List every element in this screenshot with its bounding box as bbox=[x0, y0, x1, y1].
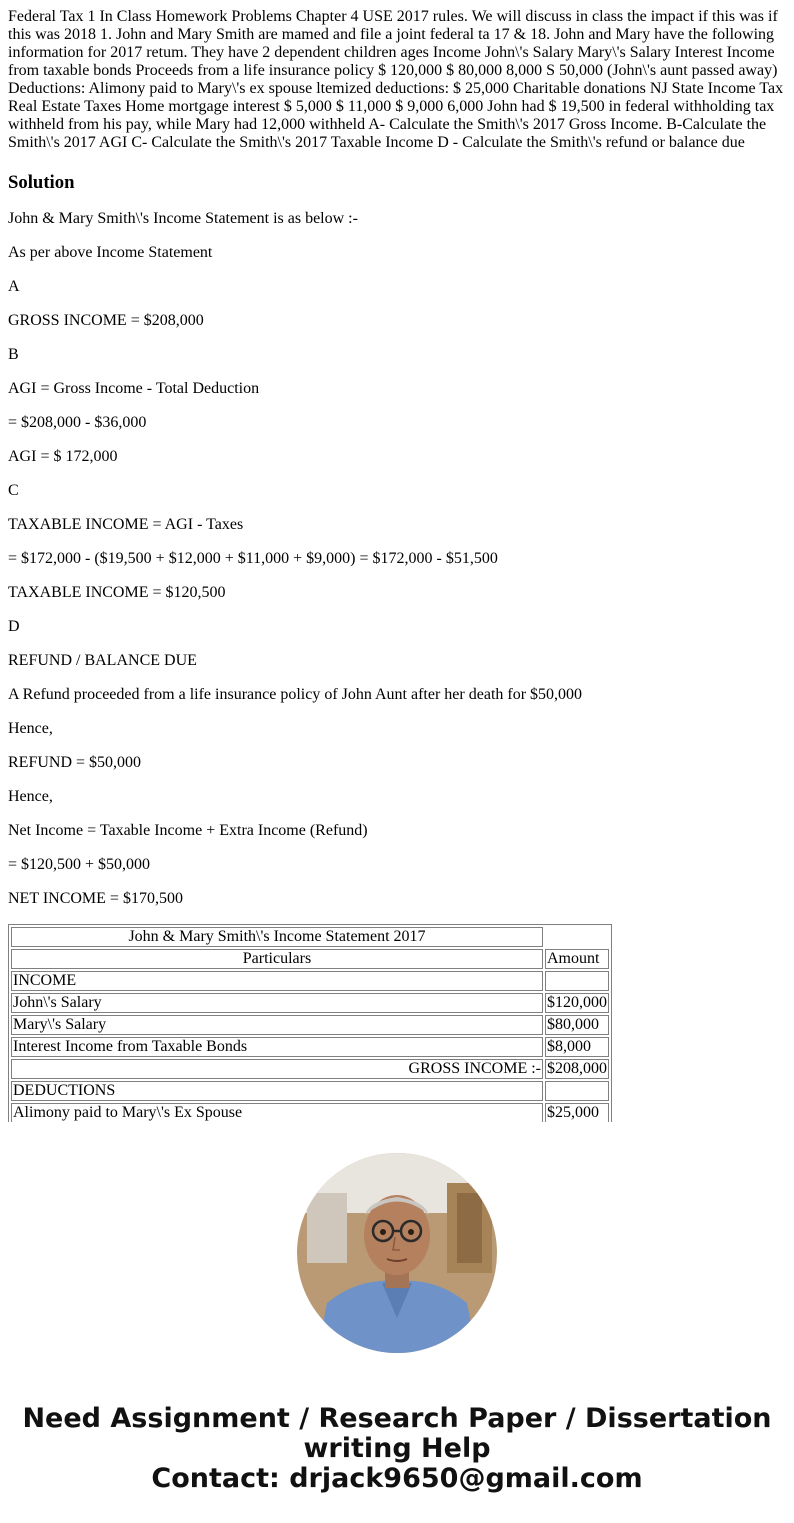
solution-line: D bbox=[8, 618, 20, 635]
row-label: Interest Income from Taxable Bonds bbox=[11, 1037, 543, 1057]
table-row bbox=[11, 971, 609, 991]
gross-income-amount: $208,000 bbox=[547, 1060, 607, 1077]
solution-line: GROSS INCOME = $208,000 bbox=[8, 312, 204, 329]
avatar bbox=[297, 1153, 497, 1353]
solution-line: TAXABLE INCOME = $120,500 bbox=[8, 584, 226, 601]
row-label: Mary\'s Salary bbox=[11, 1015, 543, 1035]
row-amount: $25,000 bbox=[545, 1103, 609, 1122]
header-amount: Amount bbox=[545, 949, 609, 969]
ad-footer bbox=[0, 1122, 794, 1523]
ad-line: Need Assignment / Research Paper / Dissertation bbox=[22, 1403, 772, 1434]
solution-line: = $208,000 - $36,000 bbox=[8, 414, 147, 431]
solution-line: REFUND / BALANCE DUE bbox=[8, 652, 197, 669]
ad-text bbox=[0, 1404, 794, 1494]
ad-line: writing Help bbox=[303, 1433, 491, 1464]
solution-heading: Solution bbox=[8, 172, 75, 193]
solution-line: C bbox=[8, 482, 19, 499]
solution-line: = $172,000 - ($19,500 + $12,000 + $11,000 + $9,000) = $172,000 - $51,500 bbox=[8, 550, 498, 567]
table-title: John & Mary Smith\'s Income Statement 2017 bbox=[11, 927, 543, 947]
table-row bbox=[11, 1015, 609, 1035]
solution-line: REFUND = $50,000 bbox=[8, 754, 142, 771]
solution-line: As per above Income Statement bbox=[8, 244, 213, 261]
row-amount: $80,000 bbox=[545, 1015, 609, 1035]
person-portrait-icon bbox=[297, 1153, 497, 1353]
ad-contact: Contact: drjack9650@gmail.com bbox=[151, 1463, 643, 1494]
solution-line: B bbox=[8, 346, 19, 363]
table-row bbox=[11, 993, 609, 1013]
solution-line: = $120,500 + $50,000 bbox=[8, 856, 151, 873]
table-row bbox=[11, 927, 609, 947]
solution-line: TAXABLE INCOME = AGI - Taxes bbox=[8, 516, 244, 533]
table-row bbox=[11, 949, 609, 969]
table-row bbox=[11, 1059, 609, 1079]
document-content bbox=[8, 0, 788, 1122]
solution-line: AGI = Gross Income - Total Deduction bbox=[8, 380, 260, 397]
solution-line: AGI = $ 172,000 bbox=[8, 448, 118, 465]
question-text: Federal Tax 1 In Class Homework Problems Chapter 4 USE 2017 rules. We will discuss in class the impact if this was if this was 2018 1. John and Mary Smith are mamed and file a joint federal ta 17 & 18. John and Mary have the following information for 2017 retum. They have 2 dependent children ages Income John\'s Salary Mary\'s Salary Interest Income from taxable bonds Proceeds from a life insurance policy $ 120,000 $ 80,000 8,000 S 50,000 (John\'s aunt passed away) Deductions: Alimony paid to Mary\'s ex spouse ltemized deductions: $ 25,000 Charitable donations NJ State Income Tax Real Estate Taxes Home mortgage interest $ 5,000 $ 11,000 $ 9,000 6,000 John had $ 19,500 in federal withholding tax withheld from his pay, while Mary had 12,000 withheld A- Calculate the Smith\'s 2017 Gross Income. B-Calculate the Smith\'s 2017 AGI C- Calculate the Smith\'s 2017 Taxable Income D - Calculate the Smith\'s refund or balance due bbox=[8, 8, 784, 151]
solution-line: A bbox=[8, 278, 20, 295]
solution-body bbox=[8, 210, 788, 908]
gross-income-label: GROSS INCOME :- bbox=[11, 1059, 543, 1079]
solution-line: A Refund proceeded from a life insurance policy of John Aunt after her death for $50,000 bbox=[8, 686, 583, 703]
income-statement-table bbox=[8, 924, 612, 1122]
deductions-section-label: DEDUCTIONS bbox=[11, 1081, 543, 1101]
solution-line: NET INCOME = $170,500 bbox=[8, 890, 183, 907]
row-label: John\'s Salary bbox=[11, 993, 543, 1013]
row-amount: $8,000 bbox=[545, 1037, 609, 1057]
table-row bbox=[11, 1081, 609, 1101]
header-particulars: Particulars bbox=[11, 949, 543, 969]
solution-line: Hence, bbox=[8, 720, 53, 737]
table-row bbox=[11, 1103, 609, 1122]
solution-line: Hence, bbox=[8, 788, 53, 805]
row-label: Alimony paid to Mary\'s Ex Spouse bbox=[11, 1103, 543, 1122]
solution-line: John & Mary Smith\'s Income Statement is as below :- bbox=[8, 210, 358, 227]
table-row bbox=[11, 1037, 609, 1057]
income-section-label: INCOME bbox=[11, 971, 543, 991]
row-amount: $120,000 bbox=[547, 994, 607, 1011]
solution-line: Net Income = Taxable Income + Extra Income (Refund) bbox=[8, 822, 368, 839]
